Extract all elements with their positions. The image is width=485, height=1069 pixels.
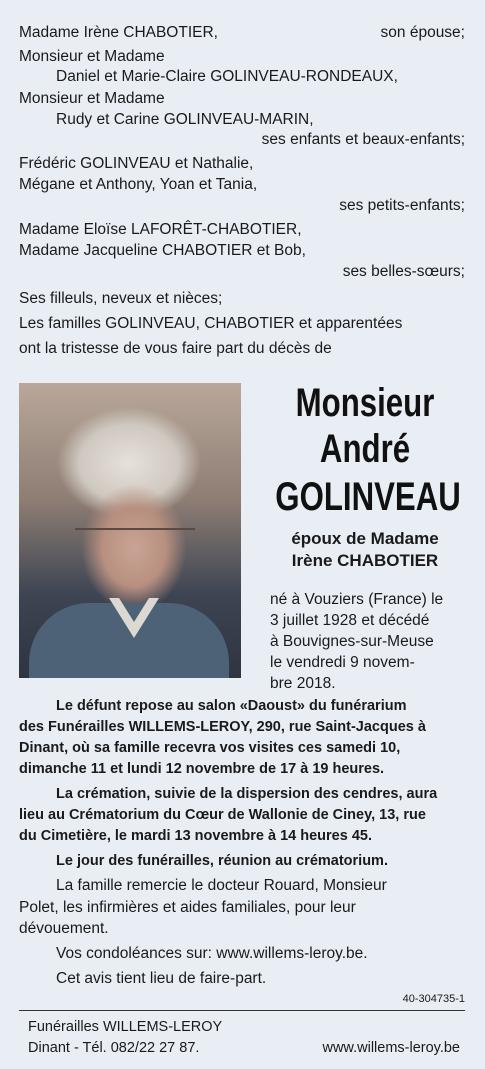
family-line: Monsieur et Madame [19, 48, 165, 65]
footer-company: Funérailles WILLEMS-LEROY [28, 1019, 223, 1035]
family-line: Daniel et Marie-Claire GOLINVEAU-RONDEAUX, [56, 68, 398, 85]
family-line: Madame Eloïse LAFORÊT-CHABOTIER, [19, 221, 302, 238]
thanks-line: Polet, les infirmières et aides familiales, pour leur [19, 899, 356, 916]
birth-death-line: le vendredi 9 novem- [270, 654, 415, 671]
thanks-line: dévouement. [19, 920, 109, 937]
cremation-info-line: du Cimetière, le mardi 13 novembre à 14 heures 45. [19, 828, 372, 844]
reference-number: 40-304735-1 [402, 993, 465, 1005]
birth-death-line: bre 2018. [270, 675, 336, 692]
footer-divider [19, 1010, 465, 1011]
meeting-info-line: Le jour des funérailles, réunion au crématorium. [56, 853, 388, 869]
funeral-info-line: Dinant, où sa famille recevra vos visites ces samedi 10, [19, 740, 401, 756]
family-line: Rudy et Carine GOLINVEAU-MARIN, [56, 111, 314, 128]
notice-statement: Cet avis tient lieu de faire-part. [56, 970, 267, 987]
birth-death-line: à Bouvignes-sur-Meuse [270, 633, 434, 650]
family-line: Les familles GOLINVEAU, CHABOTIER et apparentées [19, 315, 403, 332]
spouse-line: Irène CHABOTIER [291, 551, 439, 570]
cremation-info-line: La crémation, suivie de la dispersion des cendres, aura [56, 786, 438, 802]
spouse-line: époux de Madame [291, 529, 439, 548]
deceased-title: Monsieur [295, 381, 435, 425]
family-line: Mégane et Anthony, Yoan et Tania, [19, 176, 258, 193]
family-line: Monsieur et Madame [19, 90, 165, 107]
family-relation: ses belles-sœurs; [342, 263, 465, 280]
funeral-info-line: dimanche 11 et lundi 12 novembre de 17 à 19 heures. [19, 761, 385, 777]
portrait-glasses [75, 528, 195, 562]
announcement-line: ont la tristesse de vous faire part du décès de [19, 340, 332, 357]
funeral-info-line: des Funérailles WILLEMS-LEROY, 290, rue Saint-Jacques à [19, 719, 426, 735]
family-relation: son épouse; [380, 24, 465, 41]
family-line: Madame Jacqueline CHABOTIER et Bob, [19, 242, 306, 259]
footer-website: www.willems-leroy.be [322, 1040, 460, 1056]
family-line: Frédéric GOLINVEAU et Nathalie, [19, 155, 254, 172]
deceased-first-name: André [319, 427, 411, 471]
family-line: Ses filleuls, neveux et nièces; [19, 290, 223, 307]
family-relation: ses petits-enfants; [339, 197, 465, 214]
birth-death-line: 3 juillet 1928 et décédé [270, 612, 430, 629]
thanks-line: La famille remercie le docteur Rouard, Monsieur [56, 877, 387, 894]
portrait-photo [19, 383, 241, 678]
deceased-last-name: GOLINVEAU [275, 475, 461, 519]
family-relation: ses enfants et beaux-enfants; [261, 131, 465, 148]
funeral-info-line: Le défunt repose au salon «Daoust» du funérarium [56, 698, 407, 714]
cremation-info-line: lieu au Crématorium du Cœur de Wallonie de Ciney, 13, rue [19, 807, 426, 823]
family-line: Madame Irène CHABOTIER, [19, 24, 218, 41]
condolences-line: Vos condoléances sur: www.willems-leroy.be. [56, 945, 368, 962]
birth-death-line: né à Vouziers (France) le [270, 591, 444, 608]
footer-phone: Dinant - Tél. 082/22 27 87. [28, 1040, 200, 1056]
